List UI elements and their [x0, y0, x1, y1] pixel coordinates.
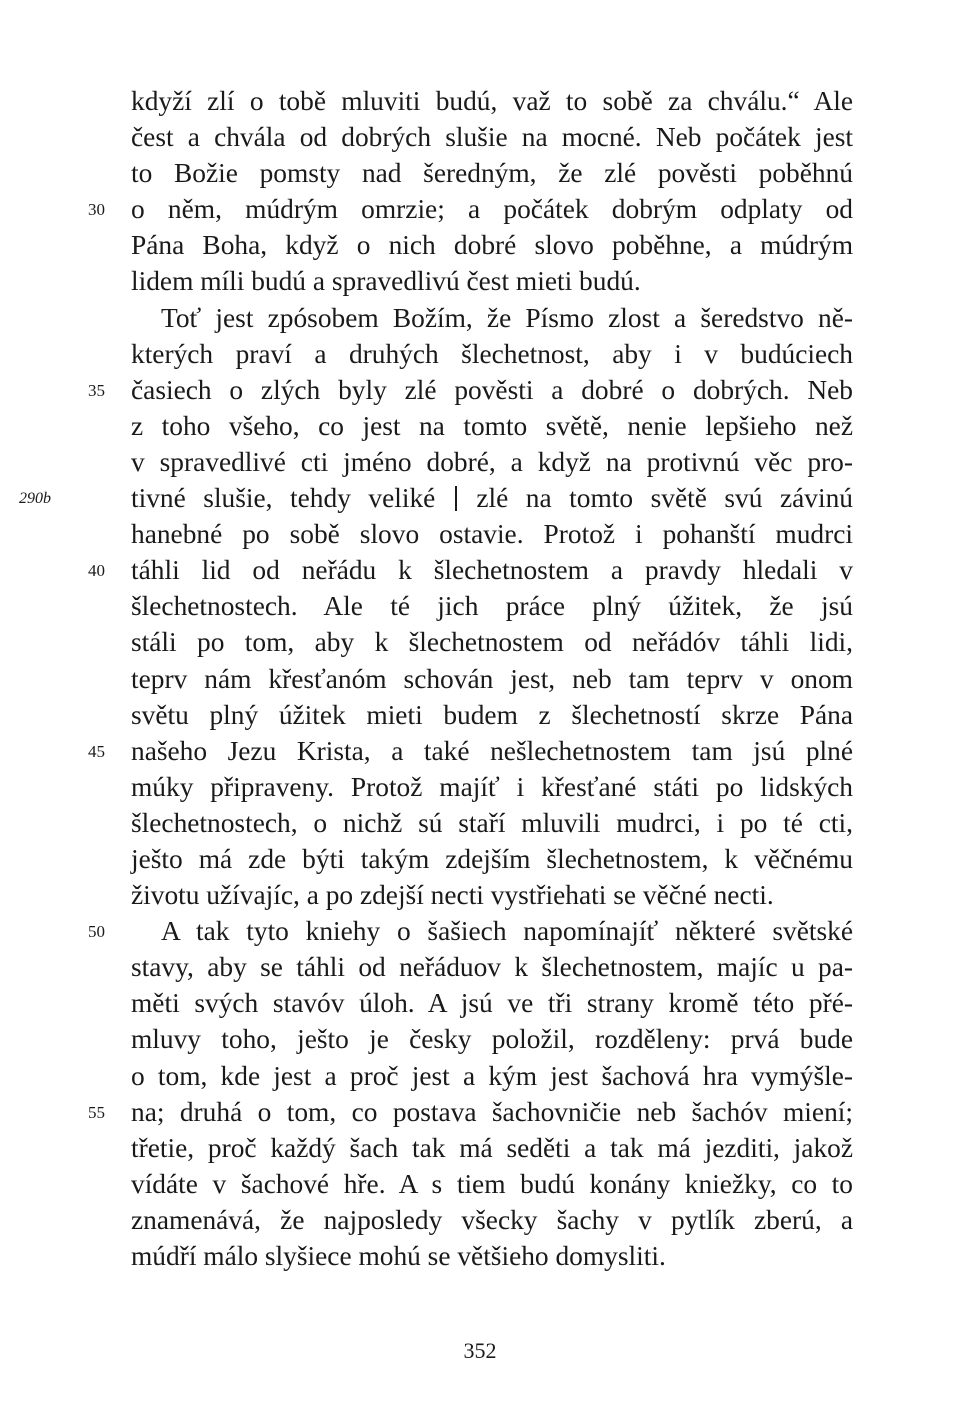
- text-line: [131, 949, 853, 985]
- margin-line-number: 55: [88, 1102, 105, 1122]
- line-text: ješto má zde býti takým zdejším šlechetnostem, k věčnému: [131, 843, 853, 874]
- line-text: světu plný úžitek mieti budem z šlechetností skrze Pána: [131, 699, 853, 730]
- text-line: [131, 697, 853, 733]
- text-line: [131, 1166, 853, 1202]
- page-number: 352: [463, 1338, 497, 1363]
- text-line: [131, 1058, 853, 1094]
- text-line: [131, 408, 853, 444]
- text-line: [131, 263, 853, 299]
- line-text: A tak tyto kniehy o šašiech napomínajíť některé světské: [161, 916, 853, 947]
- line-text: kdyží zlí o tobě mluviti budú, važ to sobě za chválu.“ Ale: [131, 86, 853, 116]
- body-text: [19, 83, 853, 1274]
- text-line: [131, 516, 853, 552]
- text-line: [88, 552, 853, 588]
- margin-line-number: 40: [88, 561, 105, 581]
- text-line: [131, 155, 853, 191]
- line-text: vídáte v šachové hře. A s tiem budú konány kniežky, co to: [131, 1168, 853, 1199]
- line-text: hanebné po sobě slovo ostavie. Protož i pohanští mudrci: [131, 519, 853, 550]
- line-text: čest a chvála od dobrých slušie na mocné. Neb počátek jest: [131, 122, 853, 153]
- line-text: táhli lid od neřádu k šlechetnostem a pravdy hledali v: [131, 555, 853, 586]
- text-line: [131, 877, 853, 913]
- text-line: [131, 300, 853, 336]
- line-text: v spravedlivé cti jméno dobré, a když na protivnú věc pro-: [131, 446, 853, 477]
- margin-line-number: 35: [88, 380, 105, 400]
- line-text: z toho všeho, co jest na tomto světě, nenie lepšieho než: [131, 410, 853, 441]
- line-text: časiech o zlých byly zlé pověsti a dobré o dobrých. Neb: [131, 374, 853, 405]
- line-text: našeho Jezu Krista, a také nešlechetnostem tam jsú plné: [131, 735, 853, 766]
- text-line: [131, 588, 853, 624]
- text-line: [131, 1202, 853, 1238]
- text-line: [131, 624, 853, 660]
- line-text: múky připraveny. Protož majíť i křesťané státi po lidských: [131, 771, 853, 802]
- text-line: [131, 336, 853, 372]
- line-text: múdří málo slyšiece mohú se většieho domysliti.: [131, 1241, 666, 1271]
- text-line: [88, 913, 853, 949]
- line-text-after-folio-mark: zlé na tomto světě svú závinú: [476, 483, 853, 514]
- text-line: [131, 444, 853, 480]
- margin-folio-reference: 290b: [19, 490, 51, 508]
- text-line: [131, 1130, 853, 1166]
- margin-line-number: 50: [88, 922, 105, 942]
- line-text: Toť jest zpósobem Božím, že Písmo zlost a šeredstvo ně-: [161, 302, 853, 333]
- line-text: Pána Boha, když o nich dobré slovo poběhne, a múdrým: [131, 230, 853, 261]
- text-line: [131, 661, 853, 697]
- line-text: o tom, kde jest a proč jest a kým jest šachová hra vymýšle-: [131, 1060, 853, 1091]
- line-text: teprv nám křesťanóm schován jest, neb tam teprv v onom: [131, 663, 853, 694]
- line-text: měti svých stavóv úloh. A jsú ve tři strany kromě této přé-: [131, 988, 853, 1019]
- line-text: znamenává, že najposledy všecky šachy v pytlík zberú, a: [131, 1204, 853, 1235]
- text-line: [131, 227, 853, 263]
- line-text: mluvy toho, ješto je česky položil, rozděleny: prvá bude: [131, 1024, 853, 1055]
- folio-break-mark: [455, 486, 457, 511]
- text-line: [131, 119, 853, 155]
- text-line: [131, 1238, 853, 1274]
- text-line: [131, 805, 853, 841]
- line-text: [131, 480, 853, 516]
- line-text: lidem míli budú a spravedlivú čest mieti budú.: [131, 266, 641, 297]
- text-line: [131, 985, 853, 1021]
- text-line: [131, 83, 853, 119]
- text-line: [88, 733, 853, 769]
- line-text: o něm, múdrým omrzie; a počátek dobrým odplaty od: [131, 194, 853, 225]
- text-line: [88, 1094, 853, 1130]
- line-text: šlechetnostech, o nichž sú staří mluvili mudrci, i po té cti,: [131, 807, 853, 838]
- line-text-before-folio-mark: tivné slušie, tehdy veliké: [131, 483, 436, 514]
- line-text: stáli po tom, aby k šlechetnostem od neřádóv táhli lidi,: [131, 627, 853, 658]
- line-text: na; druhá o tom, co postava šachovničie neb šachóv miení;: [131, 1096, 853, 1127]
- margin-line-number: 30: [88, 200, 105, 220]
- text-line: [131, 1021, 853, 1057]
- text-line: [88, 191, 853, 227]
- text-line: [131, 841, 853, 877]
- text-line: [19, 480, 853, 516]
- line-text: třetie, proč každý šach tak má seděti a tak má jezditi, jakož: [131, 1132, 853, 1163]
- text-line: [131, 769, 853, 805]
- line-text: kterých praví a druhých šlechetnost, aby i v budúciech: [131, 338, 853, 369]
- line-text: stavy, aby se táhli od neřáduov k šlechetnostem, majíc u pa-: [131, 952, 853, 983]
- margin-line-number: 45: [88, 741, 105, 761]
- line-text: životu užívajíc, a po zdejší necti vystřiehati se věčné necti.: [131, 880, 774, 911]
- text-line: [88, 372, 853, 408]
- line-text: to Božie pomsty nad šeredným, že zlé pověsti poběhnú: [131, 158, 853, 189]
- line-text: šlechetnostech. Ale té jich práce plný úžitek, že jsú: [131, 591, 853, 622]
